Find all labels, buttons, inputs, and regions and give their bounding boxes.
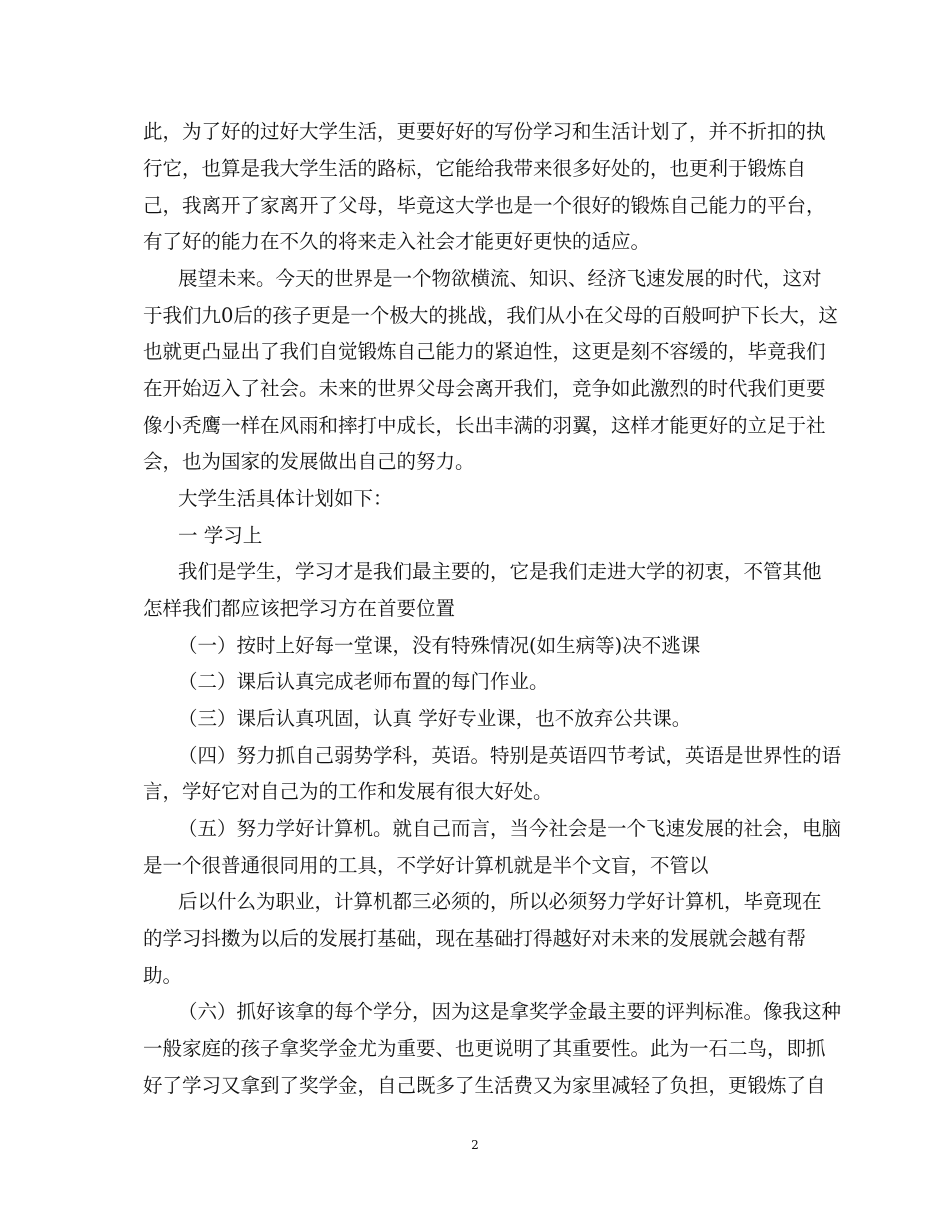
text-line: 大学生活具体计划如下： xyxy=(178,487,393,510)
text-line: 助。 xyxy=(143,964,183,987)
text-line: 好了学习又拿到了奖学金，自己既多了生活费又为家里减轻了负担，更锻炼了自 xyxy=(143,1074,826,1097)
text-line: 此，为了好的过好大学生活，更要好好的写份学习和生活计划了，并不折扣的执 xyxy=(143,120,826,143)
list-item: （四）努力抓自己弱势学科，英语。特别是英语四节考试，英语是世界性的语 xyxy=(178,744,842,767)
text-line: 也就更凸显出了我们自觉锻炼自己能力的紧迫性，这更是刻不容缓的，毕竟我们 xyxy=(143,340,826,363)
text-line: 言，学好它对自己为的工作和发展有很大好处。 xyxy=(143,780,553,803)
list-item: （二）课后认真完成老师布置的每门作业。 xyxy=(178,670,549,693)
text-line: 己，我离开了家离开了父母，毕竟这大学也是一个很好的锻炼自己能力的平台， xyxy=(143,194,826,217)
list-item: （六）抓好该拿的每个学分，因为这是拿奖学金最主要的评判标准。像我这种 xyxy=(178,1000,842,1023)
text-line: 一般家庭的孩子拿奖学金尤为重要、也更说明了其重要性。此为一石二鸟，即抓 xyxy=(143,1037,826,1060)
page-number: 2 xyxy=(471,1138,479,1152)
section-heading: 一 学习上 xyxy=(178,524,263,547)
text-line: 是一个很普通很同用的工具，不学好计算机就是半个文盲，不管以 xyxy=(143,854,709,877)
text-line: 行它，也算是我大学生活的路标，它能给我带来很多好处的，也更利于锻炼自 xyxy=(143,157,807,180)
text-line: 像小秃鹰一样在风雨和摔打中成长，长出丰满的羽翼，这样才能更好的立足于社 xyxy=(143,414,826,437)
text-line: 有了好的能力在不久的将来走入社会才能更好更快的适应。 xyxy=(143,230,651,253)
text-line: 后以什么为职业，计算机都三必须的，所以必须努力学好计算机，毕竟现在 xyxy=(178,890,822,913)
text-line: 在开始迈入了社会。未来的世界父母会离开我们，竞争如此激烈的时代我们更要 xyxy=(143,377,826,400)
list-item: （一）按时上好每一堂课，没有特殊情况(如生病等)决不逃课 xyxy=(178,634,701,657)
text-line: 怎样我们都应该把学习方在首要位置 xyxy=(143,597,456,620)
list-item: （五）努力学好计算机。就自己而言，当今社会是一个飞速发展的社会，电脑 xyxy=(178,817,842,840)
text-line: 展望未来。今天的世界是一个物欲横流、知识、经济飞速发展的时代，这对 xyxy=(178,267,822,290)
text-line: 我们是学生，学习才是我们最主要的，它是我们走进大学的初衷，不管其他 xyxy=(178,560,822,583)
text-line: 的学习抖擞为以后的发展打基础，现在基础打得越好对未来的发展就会越有帮 xyxy=(143,927,807,950)
list-item: （三）课后认真巩固，认真 学好专业课，也不放弃公共课。 xyxy=(178,707,692,730)
text-line: 于我们九0后的孩子更是一个极大的挑战，我们从小在父母的百般呵护下长大，这 xyxy=(143,304,838,327)
text-line: 会，也为国家的发展做出自己的努力。 xyxy=(143,450,475,473)
